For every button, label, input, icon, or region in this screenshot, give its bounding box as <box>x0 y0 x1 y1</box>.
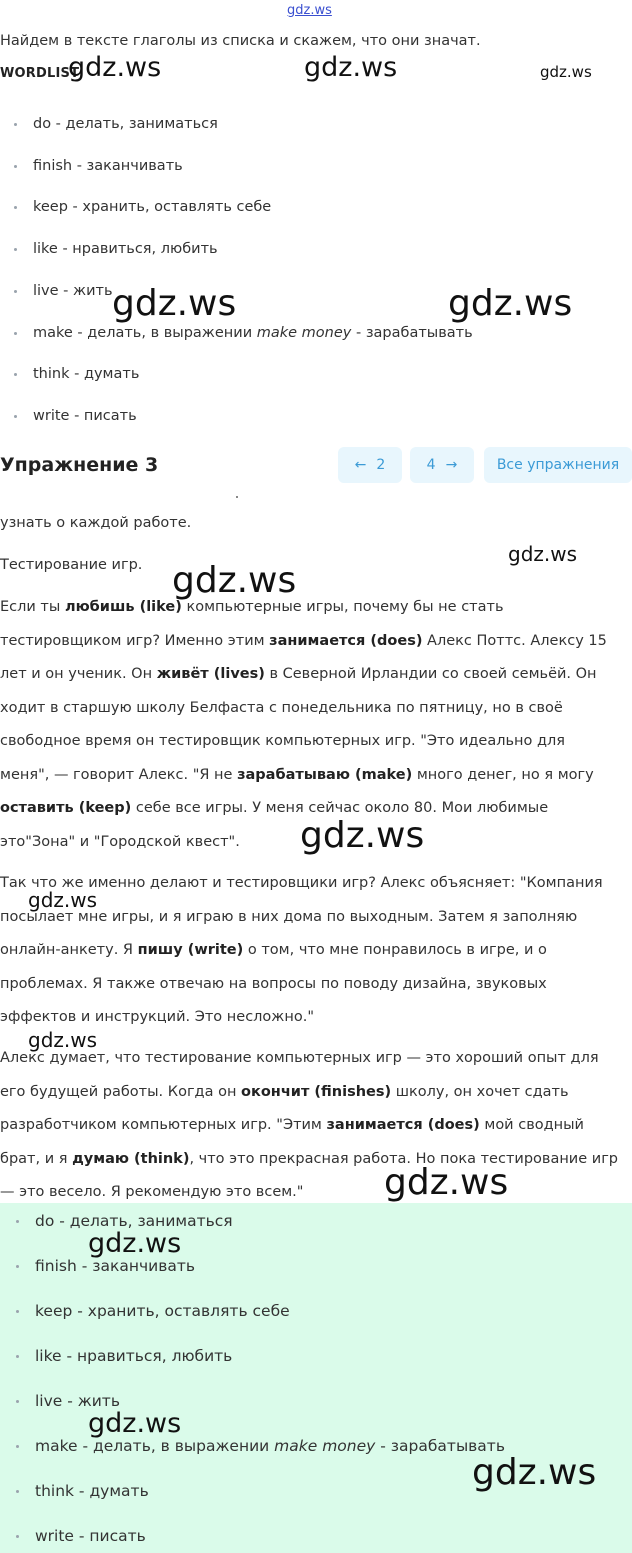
text-line: это"Зона" и "Городской квест". <box>0 833 240 850</box>
text-line: Так что же именно делают и тестировщики игр? Алекс объясняет: "Компания <box>0 875 603 891</box>
text-line: брат, и я думаю (think), что это прекрасная работа. Но пока тестирование игр <box>0 1150 619 1167</box>
bullet-icon <box>16 1490 19 1493</box>
watermark: gdz.ws <box>112 283 237 324</box>
watermark: gdz.ws <box>88 1228 182 1259</box>
list-item-text: like - нравиться, любить <box>33 241 218 258</box>
list-item-text: do - делать, заниматься <box>33 116 218 132</box>
list-item-text: think - думать <box>35 1482 149 1500</box>
list-item-text: keep - хранить, оставлять себе <box>33 199 272 216</box>
bullet-icon <box>14 373 17 376</box>
text-line: — это весело. Я рекомендую это всем." <box>0 1184 304 1200</box>
bullet-icon <box>14 123 17 126</box>
list-item-text: live - жить <box>35 1392 120 1410</box>
text-line: онлайн-анкету. Я пишу (write) о том, что мне понравилось в игре, и о <box>0 942 547 958</box>
list-item-text: finish - заканчивать <box>35 1257 196 1275</box>
text-line: свободное время он тестировщик компьютерных игр. "Это идеально для <box>0 733 566 749</box>
exercise-title: Упражнение 3 <box>0 454 159 476</box>
bullet-icon <box>16 1445 19 1448</box>
watermark: gdz.ws <box>540 63 592 81</box>
text-line: эффектов и инструкций. Это несложно." <box>0 1009 314 1025</box>
list-item-text: do - делать, заниматься <box>35 1212 233 1230</box>
site-link[interactable]: gdz.ws <box>287 3 332 18</box>
text-line: Если ты любишь (like) компьютерные игры, почему бы не стать <box>0 599 504 615</box>
arrow-left-icon: ← <box>354 457 367 473</box>
bullet-icon <box>14 415 17 418</box>
text-line: посылает мне игры, и я играю в них дома по выходным. Затем я заполняю <box>0 908 578 925</box>
watermark: gdz.ws <box>28 888 98 912</box>
text-line: тестировщиком игр? Именно этим занимается (does) Алекс Поттс. Алексу 15 <box>0 632 607 649</box>
watermark: gdz.ws <box>384 1162 509 1203</box>
wordlist-heading: WORDLIST <box>0 66 80 81</box>
watermark: gdz.ws <box>300 815 425 856</box>
list-item-text: write - писать <box>35 1527 146 1545</box>
watermark: gdz.ws <box>304 52 398 83</box>
intro-text: Найдем в тексте глаголы из списка и скажем, что они значат. <box>0 33 481 49</box>
text-line: оставить (keep) себе все игры. У меня сейчас около 80. Мои любимые <box>0 800 549 816</box>
bullet-icon <box>16 1400 19 1403</box>
text-line: Алекс думает, что тестирование компьютерных игр — это хороший опыт для <box>0 1050 599 1066</box>
bullet-icon <box>16 1355 19 1358</box>
list-item-text: make - делать, в выражении make money - зарабатывать <box>35 1437 505 1455</box>
watermark: gdz.ws <box>28 1028 98 1052</box>
bullet-icon <box>14 290 17 293</box>
list-item-text: think - думать <box>33 366 140 383</box>
bullet-icon <box>14 332 17 335</box>
watermark: gdz.ws <box>472 1452 597 1493</box>
bullet-icon <box>16 1310 19 1313</box>
text-line: меня", — говорит Алекс. "Я не зарабатываю (make) много денег, но я могу <box>0 766 594 783</box>
watermark: gdz.ws <box>88 1408 182 1439</box>
bullet-icon <box>14 206 17 209</box>
list-item-text: live - жить <box>33 282 113 299</box>
stray-dot <box>236 496 238 498</box>
watermark: gdz.ws <box>172 560 297 601</box>
solution-paragraph-3 <box>0 1042 618 1210</box>
list-item-text: finish - заканчивать <box>33 157 183 174</box>
list-item-text: keep - хранить, оставлять себе <box>35 1302 290 1320</box>
arrow-right-icon: → <box>445 457 458 473</box>
text-line: разработчиком компьютерных игр. "Этим занимается (does) мой сводный <box>0 1117 584 1133</box>
bullet-icon <box>16 1535 19 1538</box>
text-line: его будущей работы. Когда он окончит (finishes) школу, он хочет сдать <box>0 1083 569 1100</box>
watermark: gdz.ws <box>448 283 573 324</box>
text-line: проблемах. Я также отвечаю на вопросы по поводу дизайна, звуковых <box>0 975 547 992</box>
text-line: ходит в старшую школу Белфаста с понедельника по пятницу, но в своё <box>0 699 563 716</box>
text-line: лет и он ученик. Он живёт (lives) в Северной Ирландии со своей семьёй. Он <box>0 666 597 682</box>
bullet-icon <box>16 1265 19 1268</box>
next-exercise-button[interactable]: 4 → <box>410 447 474 483</box>
prev-exercise-button[interactable]: ← 2 <box>338 447 402 483</box>
bullet-icon <box>14 248 17 251</box>
list-item-text: like - нравиться, любить <box>35 1347 233 1365</box>
bullet-icon <box>14 165 17 168</box>
all-exercises-button[interactable]: Все упражнения <box>484 447 632 483</box>
solution-line-2: Тестирование игр. <box>0 557 143 573</box>
list-item-text: write - писать <box>33 407 137 424</box>
solution-line-1: узнать о каждой работе. <box>0 515 192 531</box>
bullet-icon <box>16 1220 19 1223</box>
watermark: gdz.ws <box>508 542 578 566</box>
list-item-text: make - делать, в выражении make money - зарабатывать <box>33 324 473 341</box>
watermark: gdz.ws <box>68 52 162 83</box>
